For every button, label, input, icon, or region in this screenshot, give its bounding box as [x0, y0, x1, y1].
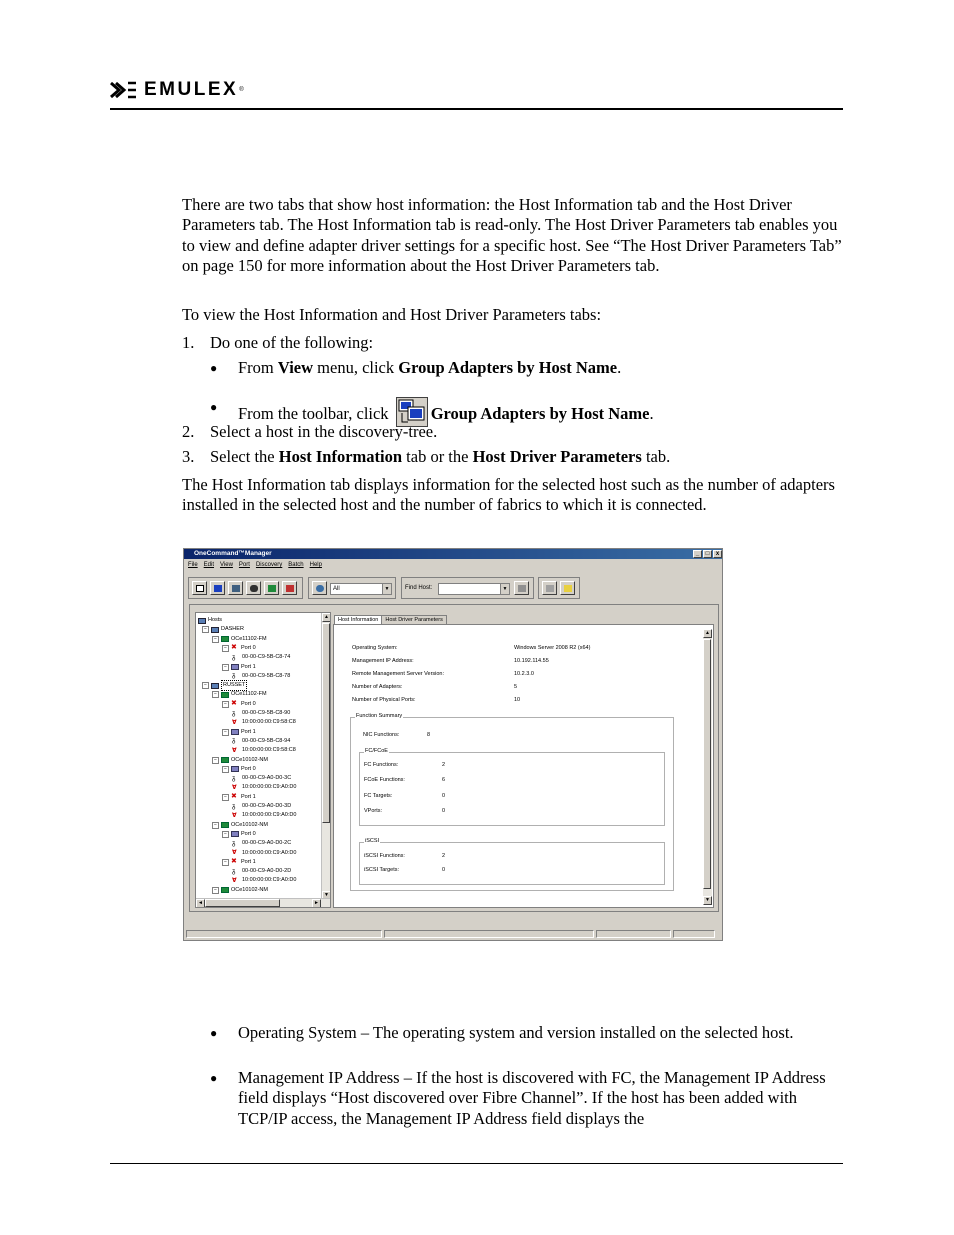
tree-node[interactable] — [232, 709, 290, 718]
window-title-bar — [184, 549, 723, 559]
nic-value: 8 — [427, 732, 431, 738]
discovery-tree[interactable] — [195, 612, 331, 908]
menu-edit[interactable]: Edit — [203, 562, 215, 568]
tree-node-label: 00-00-C9-5B-C8-90 — [242, 710, 291, 716]
bullet-dot-icon: ● — [210, 361, 218, 375]
ip-value: 10.192.114.55 — [514, 658, 549, 664]
description-paragraph: The Host Information tab displays information for the selected host such as the number of adapters installed in the selected host and the number of fabrics to which it is connected. — [182, 475, 835, 515]
text: menu, click — [313, 358, 399, 377]
host-icon — [214, 585, 222, 592]
function-summary-group — [350, 713, 674, 891]
fcoe-functions-label: FCoE Functions: — [364, 777, 405, 783]
port-icon — [231, 766, 239, 772]
collapse-icon[interactable]: − — [202, 682, 209, 689]
brand-name: EMULEX — [144, 79, 239, 100]
group-by-fabric-button[interactable] — [228, 581, 243, 595]
adapter-icon — [221, 822, 229, 828]
onecommand-screenshot — [183, 548, 723, 941]
fcoe-functions-value: 6 — [442, 777, 446, 783]
tree-node[interactable] — [202, 625, 244, 634]
tree-node[interactable] — [212, 756, 268, 765]
wwn-icon: ᵹ — [232, 654, 236, 661]
fc-port-icon: Ɐ — [232, 719, 237, 726]
scroll-right-icon[interactable]: ► — [312, 899, 321, 908]
text: . — [649, 404, 654, 423]
tree-node-label: Port 0 — [241, 700, 256, 707]
tree-node[interactable] — [212, 635, 267, 644]
text: Select the — [210, 447, 279, 466]
tree-node[interactable] — [232, 811, 296, 820]
tree-node-label: OCe10102-NM — [231, 756, 268, 763]
rms-label: Remote Management Server Version: — [352, 671, 445, 677]
collapse-icon[interactable]: − — [212, 636, 219, 643]
fc-port-icon: Ɐ — [232, 784, 237, 791]
step-3 — [182, 447, 670, 467]
panel-vertical-scrollbar[interactable] — [703, 629, 712, 905]
collapse-icon[interactable]: − — [222, 831, 229, 838]
emulex-logo — [110, 80, 244, 100]
function-summary-legend: Function Summary — [356, 713, 403, 719]
fc-targets-label: FC Targets: — [364, 793, 393, 799]
tree-node[interactable] — [232, 839, 291, 848]
collapse-icon[interactable]: − — [222, 664, 229, 671]
iscsi-targets-value: 0 — [442, 867, 446, 873]
tree-node-label: Port 1 — [241, 858, 256, 865]
chart-icon — [286, 585, 294, 592]
tree-node[interactable] — [222, 728, 256, 737]
adapter-icon — [221, 692, 229, 698]
help-icon — [564, 585, 572, 592]
wwn-icon: ᵹ — [232, 775, 236, 782]
menu-help[interactable]: Help — [309, 562, 322, 568]
group-by-host-button[interactable] — [210, 581, 225, 595]
bullet-operating-system — [210, 1023, 842, 1043]
menu-name: View — [277, 358, 314, 377]
tree-node[interactable] — [232, 774, 291, 783]
port-icon — [231, 831, 239, 837]
adapters-value: 5 — [514, 684, 518, 690]
collapse-icon[interactable]: − — [222, 645, 229, 652]
find-host-label: Find Host: — [405, 585, 433, 591]
fc-functions-label: FC Functions: — [364, 762, 399, 768]
adapter-icon — [221, 887, 229, 893]
status-pane — [384, 930, 594, 938]
scroll-down-icon[interactable]: ▼ — [703, 896, 712, 905]
tree-node-label: 10:00:00:00:C9:58:C8 — [242, 747, 296, 754]
host-icon — [211, 627, 219, 633]
port-error-icon: ✖ — [231, 700, 237, 708]
iscsi-functions-value: 2 — [442, 853, 446, 859]
collapse-icon[interactable]: − — [212, 757, 219, 764]
bullet-management-ip — [210, 1068, 842, 1129]
tree-node-label: Port 0 — [241, 644, 256, 651]
refresh-button[interactable] — [312, 581, 327, 595]
scroll-thumb[interactable] — [703, 639, 711, 889]
tree-node[interactable] — [232, 737, 290, 746]
port-error-icon: ✖ — [231, 793, 237, 801]
collapse-icon[interactable]: − — [222, 859, 229, 866]
print-button[interactable] — [542, 581, 557, 595]
status-pane — [186, 930, 382, 938]
step-text: Do one of the following: — [210, 333, 374, 352]
step-number: 2. — [182, 422, 195, 441]
port-icon — [231, 729, 239, 735]
tree-node[interactable] — [212, 690, 267, 699]
virtual-ports-button[interactable] — [246, 581, 261, 595]
wwn-icon: ᵹ — [232, 710, 236, 717]
port-error-icon: ✖ — [231, 644, 237, 652]
tree-node[interactable] — [222, 858, 256, 867]
chevron-down-icon: ▼ — [500, 584, 509, 594]
menu-bar — [184, 560, 322, 570]
tree-node-label: DASHER — [221, 626, 244, 633]
ports-value: 10 — [514, 697, 521, 703]
menu-discovery[interactable]: Discovery — [255, 562, 283, 568]
tree-node[interactable] — [232, 802, 291, 811]
iscsi-functions-label: iSCSI Functions: — [364, 853, 405, 859]
host-information-panel — [333, 624, 714, 908]
tree-node-label: OCe11102-FM — [231, 635, 267, 642]
tree-node[interactable] — [212, 886, 268, 895]
adapter-icon — [221, 636, 229, 642]
filter-select[interactable] — [330, 583, 392, 595]
iscsi-group — [359, 838, 665, 885]
filter-value: All — [333, 586, 340, 592]
tree-node-label: 00-00-C9-5B-C8-94 — [242, 737, 291, 744]
tree-node-label: 00-00-C9-A0-D0-2C — [242, 840, 292, 847]
port-icon — [231, 664, 239, 670]
scroll-up-icon[interactable]: ▲ — [322, 613, 331, 622]
help-button[interactable] — [560, 581, 575, 595]
step-1 — [182, 333, 373, 353]
collapse-icon[interactable]: − — [222, 794, 229, 801]
collapse-icon[interactable]: − — [212, 691, 219, 698]
step-text: Select a host in the discovery-tree. — [210, 422, 438, 441]
status-pane — [673, 930, 715, 938]
tree-node[interactable] — [232, 718, 296, 727]
tree-node[interactable] — [222, 644, 256, 653]
toolbar — [188, 575, 718, 601]
fc-fcoe-legend: FC/FCoE — [365, 748, 388, 754]
collapse-icon[interactable]: − — [212, 822, 219, 829]
menu-port[interactable]: Port — [238, 562, 250, 568]
tree-node-label: Port 0 — [241, 765, 256, 772]
chevron-down-icon: ▼ — [382, 584, 391, 594]
scroll-thumb[interactable] — [205, 899, 280, 907]
collapse-icon[interactable]: − — [222, 701, 229, 708]
host-icon — [211, 683, 219, 689]
wwn-icon: ᵹ — [232, 840, 236, 847]
tree-node-label: 00-00-C9-5B-C8-78 — [242, 672, 291, 679]
tree-node[interactable] — [198, 616, 222, 625]
fc-port-icon: Ɐ — [232, 877, 237, 884]
close-button[interactable]: x — [713, 550, 722, 558]
tree-node[interactable] — [232, 867, 291, 876]
tree-vertical-scrollbar[interactable] — [321, 613, 330, 900]
adapter-icon — [221, 757, 229, 763]
tree-node-label: 00-00-C9-A0-D0-2D — [242, 868, 292, 875]
collapse-icon[interactable]: − — [212, 887, 219, 894]
step-number: 1. — [182, 333, 195, 352]
disk-icon — [250, 585, 258, 592]
status-pane — [596, 930, 671, 938]
status-bar — [184, 928, 723, 940]
tree-node-label: 10:00:00:00:C9:A0:D0 — [242, 849, 297, 856]
port-error-icon: ✖ — [231, 858, 237, 866]
ip-label: Management IP Address: — [352, 658, 414, 664]
trademark: ® — [239, 87, 244, 93]
rms-value: 10.2.3.0 — [514, 671, 534, 677]
fc-fcoe-group — [359, 748, 665, 826]
text: From the toolbar, click — [238, 404, 393, 423]
minimize-button[interactable]: _ — [693, 550, 702, 558]
os-label: Operating System: — [352, 645, 398, 651]
tree-node-label: 00-00-C9-A0-D0-3C — [242, 775, 292, 782]
scroll-down-icon[interactable]: ▼ — [322, 891, 331, 900]
tab-host-driver-parameters[interactable]: Host Driver Parameters — [381, 615, 446, 625]
new-document-button[interactable] — [192, 581, 207, 595]
bullet-text: Management IP Address – If the host is discovered with FC, the Management IP Address field displays “Host discovered over Fibre Channel”. If the host has been added with TCP/IP access, the Management IP Address field displays the — [238, 1068, 826, 1128]
wwn-icon: ᵹ — [232, 673, 236, 680]
fc-port-icon: Ɐ — [232, 812, 237, 819]
bullet-dot-icon: ● — [210, 1071, 218, 1085]
tree-node-label: 10:00:00:00:C9:58:C8 — [242, 719, 296, 726]
bullet-text: Operating System – The operating system and version installed on the selected host. — [238, 1023, 794, 1042]
adapters-label: Number of Adapters: — [352, 684, 403, 690]
bullet-dot-icon: ● — [210, 400, 218, 414]
tree-node-label: 10:00:00:00:C9:A0:D0 — [242, 784, 297, 791]
tree-node[interactable] — [232, 653, 290, 662]
bullet-dot-icon: ● — [210, 1026, 218, 1040]
vports-value: 0 — [442, 808, 446, 814]
intro-paragraph: There are two tabs that show host information: the Host Information tab and the Host Driver Parameters tab. The Host Information tab is read-only. The Host Driver Parameters tab enables you to view and define adapter driver settings for a specific host. See “The Host Driver Parameters Tab” on page 150 for more information about the Host Driver Parameters tab. — [182, 195, 842, 275]
tree-node[interactable] — [232, 783, 296, 792]
step-2 — [182, 422, 437, 442]
iscsi-legend: iSCSI — [365, 838, 380, 844]
refresh-icon — [316, 585, 324, 592]
scroll-left-icon[interactable]: ◄ — [196, 899, 205, 908]
emulex-mark-icon — [110, 81, 140, 99]
tree-node-label: OCe10102-NM — [231, 821, 268, 828]
search-icon — [518, 585, 526, 592]
tree-node-label: Port 1 — [241, 793, 256, 800]
fabric-icon — [232, 585, 240, 592]
tab-name: Host Information — [278, 447, 403, 466]
vports-label: VPorts: — [364, 808, 383, 814]
text: tab or the — [402, 447, 473, 466]
wwn-icon: ᵹ — [232, 868, 236, 875]
local-hba-button[interactable] — [264, 581, 279, 595]
tree-node[interactable] — [212, 821, 268, 830]
scroll-up-icon[interactable]: ▲ — [703, 629, 712, 638]
print-icon — [546, 585, 554, 592]
find-button[interactable] — [514, 581, 529, 595]
tree-node-label: Port 1 — [241, 663, 256, 670]
tree-node[interactable] — [232, 849, 296, 858]
find-host-input[interactable] — [438, 583, 510, 595]
tree-horizontal-scrollbar[interactable] — [196, 898, 331, 907]
header-rule — [110, 108, 843, 110]
collapse-icon[interactable]: − — [222, 729, 229, 736]
menu-batch[interactable]: Batch — [288, 562, 304, 568]
fc-targets-value: 0 — [442, 793, 446, 799]
text: From — [238, 358, 278, 377]
window-title: OneCommand™Manager — [194, 550, 272, 557]
stats-button[interactable] — [282, 581, 297, 595]
tab-host-information[interactable]: Host Information — [334, 615, 382, 626]
tab-name: Host Driver Parameters — [472, 447, 642, 466]
tree-node-label: Port 0 — [241, 830, 256, 837]
fc-port-icon: Ɐ — [232, 747, 237, 754]
bullet-view-menu — [210, 358, 842, 378]
text: . — [617, 358, 622, 377]
command-name: Group Adapters by Host Name — [398, 358, 618, 377]
collapse-icon[interactable]: − — [202, 626, 209, 633]
tree-node-label: OCe10102-NM — [231, 886, 268, 893]
tree-node-label: Port 1 — [241, 728, 256, 735]
nic-label: NIC Functions: — [363, 732, 400, 738]
tree-node-label: 00-00-C9-A0-D0-3D — [242, 803, 292, 809]
tree-node-label: OCe11102-FM — [231, 691, 267, 698]
tree-node-label: RUSSET — [221, 680, 247, 691]
tree-node[interactable] — [202, 681, 247, 690]
tree-node-label: 10:00:00:00:C9:A0:D0 — [242, 877, 297, 884]
document-icon — [196, 585, 204, 592]
tree-node[interactable] — [232, 876, 296, 885]
wwn-icon: ᵹ — [232, 803, 236, 810]
wwn-icon: ᵹ — [232, 738, 236, 745]
tree-node-label: 10:00:00:00:C9:A0:D0 — [242, 812, 297, 819]
menu-file[interactable]: File — [188, 562, 198, 568]
iscsi-targets-label: iSCSI Targets: — [364, 867, 400, 873]
footer-rule — [110, 1163, 843, 1164]
intro-lead: To view the Host Information and Host Driver Parameters tabs: — [182, 305, 602, 324]
ports-label: Number of Physical Ports: — [352, 697, 416, 703]
tree-node[interactable] — [222, 765, 256, 774]
fc-functions-value: 2 — [442, 762, 446, 768]
scroll-thumb[interactable] — [322, 623, 330, 823]
tree-node[interactable] — [232, 746, 296, 755]
text: tab. — [641, 447, 671, 466]
adapter-icon — [268, 585, 276, 592]
fc-port-icon: Ɐ — [232, 850, 237, 856]
os-value: Windows Server 2008 R2 (x64) — [514, 645, 591, 651]
menu-view[interactable]: View — [220, 562, 233, 568]
tree-node-label: 00-00-C9-5B-C8-74 — [242, 654, 291, 661]
hosts-icon — [198, 618, 206, 624]
tree-node[interactable] — [222, 663, 256, 672]
tree-node[interactable] — [222, 793, 256, 802]
command-name: Group Adapters by Host Name — [430, 404, 650, 423]
tree-node[interactable] — [222, 830, 256, 839]
tree-node-label: Hosts — [208, 617, 223, 623]
maximize-button[interactable]: □ — [703, 550, 712, 558]
step-number: 3. — [182, 447, 195, 466]
tree-node[interactable] — [222, 700, 256, 709]
collapse-icon[interactable]: − — [222, 766, 229, 773]
